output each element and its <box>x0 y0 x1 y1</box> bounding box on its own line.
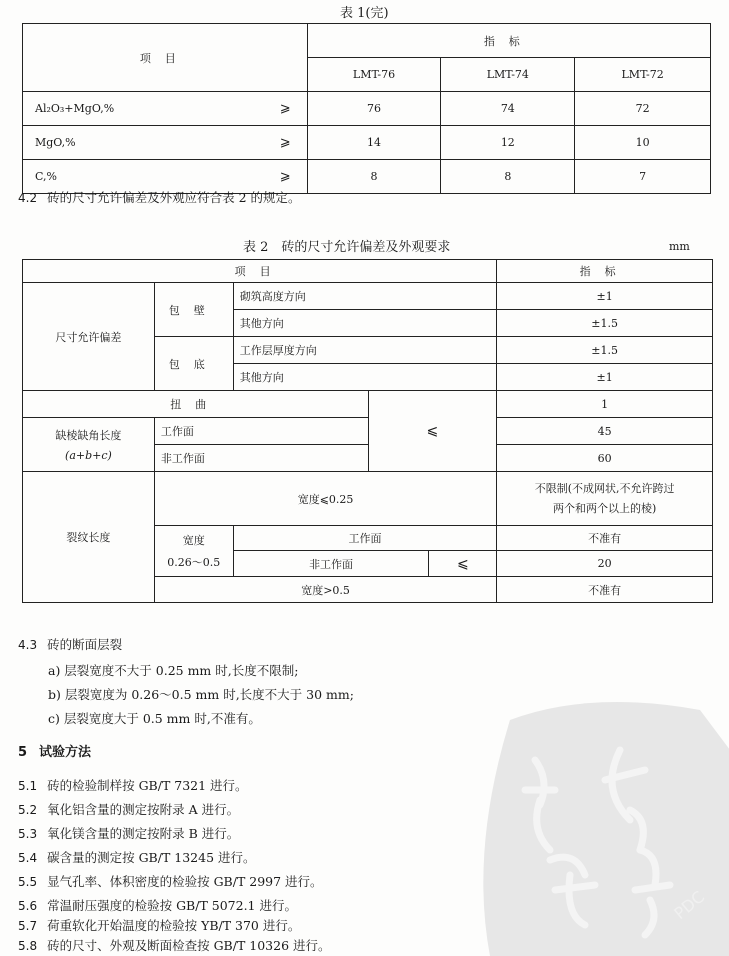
width-gt-label: 宽度>0.5 <box>154 577 496 603</box>
cell-value: 10 <box>575 126 711 160</box>
cell-value: ±1.5 <box>497 337 713 364</box>
width-range-label: 宽度 0.26～0.5 <box>154 526 233 577</box>
table1-grade: LMT-72 <box>575 58 711 92</box>
cell-value: 8 <box>441 160 575 194</box>
row-label: C,% <box>23 160 270 194</box>
other-direction-label: 其他方向 <box>233 310 497 337</box>
work-face-label: 工作面 <box>233 526 497 551</box>
table2-head-item: 项目 <box>23 260 497 283</box>
ge-symbol: ⩾ <box>269 126 307 160</box>
twist-label: 扭曲 <box>23 391 369 418</box>
cell-value: 12 <box>441 126 575 160</box>
clause-text: 砖的尺寸允许偏差及外观应符合表 2 的规定。 <box>47 190 301 205</box>
cell-value: 76 <box>307 92 441 126</box>
clause: 5.4 碳含量的测定按 GB/T 13245 进行。 <box>18 850 256 865</box>
clause: 5.3 氧化镁含量的测定按附录 B 进行。 <box>18 826 240 841</box>
baodi-label: 包底 <box>154 337 233 391</box>
work-face-label: 工作面 <box>154 418 368 445</box>
work-layer-label: 工作层厚度方向 <box>233 337 497 364</box>
clause: 5.1 砖的检验制样按 GB/T 7321 进行。 <box>18 778 248 793</box>
cell-value: 不准有 <box>497 526 713 551</box>
cell-value: ±1 <box>497 283 713 310</box>
ge-symbol: ⩾ <box>269 160 307 194</box>
table2-caption: 表 2 砖的尺寸允许偏差及外观要求 <box>243 240 451 255</box>
list-item: c) 层裂宽度大于 0.5 mm 时,不准有。 <box>48 711 261 726</box>
list-item: a) 层裂宽度不大于 0.25 mm 时,长度不限制; <box>48 663 299 678</box>
clause-4-2 <box>18 188 301 206</box>
seal-stamp-icon <box>470 690 729 956</box>
table1-grade: LMT-74 <box>441 58 575 92</box>
watermark-text: PDC <box>670 887 708 924</box>
cell-value: 1 <box>497 391 713 418</box>
table2-head-index: 指标 <box>497 260 713 283</box>
cell-value: 74 <box>441 92 575 126</box>
cell-value: 72 <box>575 92 711 126</box>
clause-number: 4.2 <box>18 191 38 205</box>
unlimited-note: 不限制(不成网状,不允许跨过 两个和两个以上的棱) <box>497 472 713 526</box>
le-symbol: ⩽ <box>368 391 497 472</box>
masonry-height-label: 砌筑高度方向 <box>233 283 497 310</box>
table-row <box>23 92 711 126</box>
size-deviation-label: 尺寸允许偏差 <box>23 283 155 391</box>
section-5-title: 5 试验方法 <box>18 745 92 760</box>
cell-value: ±1.5 <box>497 310 713 337</box>
cell-value: 7 <box>575 160 711 194</box>
edge-defect-label: 缺棱缺角长度 (a+b+c) <box>23 418 155 472</box>
row-label: MgO,% <box>23 126 270 160</box>
list-item: b) 层裂宽度为 0.26～0.5 mm 时,长度不大于 30 mm; <box>48 687 354 702</box>
le-symbol: ⩽ <box>429 551 497 577</box>
baobi-label: 包壁 <box>154 283 233 337</box>
table1-head-item: 项目 <box>23 24 308 92</box>
cell-value: 45 <box>497 418 713 445</box>
cell-value: 14 <box>307 126 441 160</box>
clause-4-3-title: 4.3 砖的断面层裂 <box>18 637 123 652</box>
nonwork-face-label: 非工作面 <box>154 445 368 472</box>
clause-number: 4.3 <box>18 638 38 652</box>
table1-caption: 表 1(完) <box>340 6 389 21</box>
width-le-label: 宽度⩽0.25 <box>154 472 496 526</box>
nonwork-face-label: 非工作面 <box>233 551 429 577</box>
clause: 5.6 常温耐压强度的检验按 GB/T 5072.1 进行。 <box>18 898 297 913</box>
cell-value: 不准有 <box>497 577 713 603</box>
crack-length-label: 裂纹长度 <box>23 472 155 603</box>
clause: 5.8 砖的尺寸、外观及断面检查按 GB/T 10326 进行。 <box>18 938 331 953</box>
ge-symbol: ⩾ <box>269 92 307 126</box>
cell-value: ±1 <box>497 364 713 391</box>
clause: 5.5 显气孔率、体积密度的检验按 GB/T 2997 进行。 <box>18 874 323 889</box>
table1-head-index: 指标 <box>307 24 710 58</box>
other-direction-label: 其他方向 <box>233 364 497 391</box>
table2 <box>22 259 713 603</box>
table1-grade: LMT-76 <box>307 58 441 92</box>
clause: 5.2 氧化铝含量的测定按附录 A 进行。 <box>18 802 240 817</box>
cell-value: 8 <box>307 160 441 194</box>
cell-value: 60 <box>497 445 713 472</box>
table-row <box>23 126 711 160</box>
table2-unit: mm <box>669 240 690 253</box>
row-label: Al₂O₃+MgO,% <box>23 92 270 126</box>
table1 <box>22 23 711 194</box>
cell-value: 20 <box>497 551 713 577</box>
clause: 5.7 荷重软化开始温度的检验按 YB/T 370 进行。 <box>18 918 301 933</box>
